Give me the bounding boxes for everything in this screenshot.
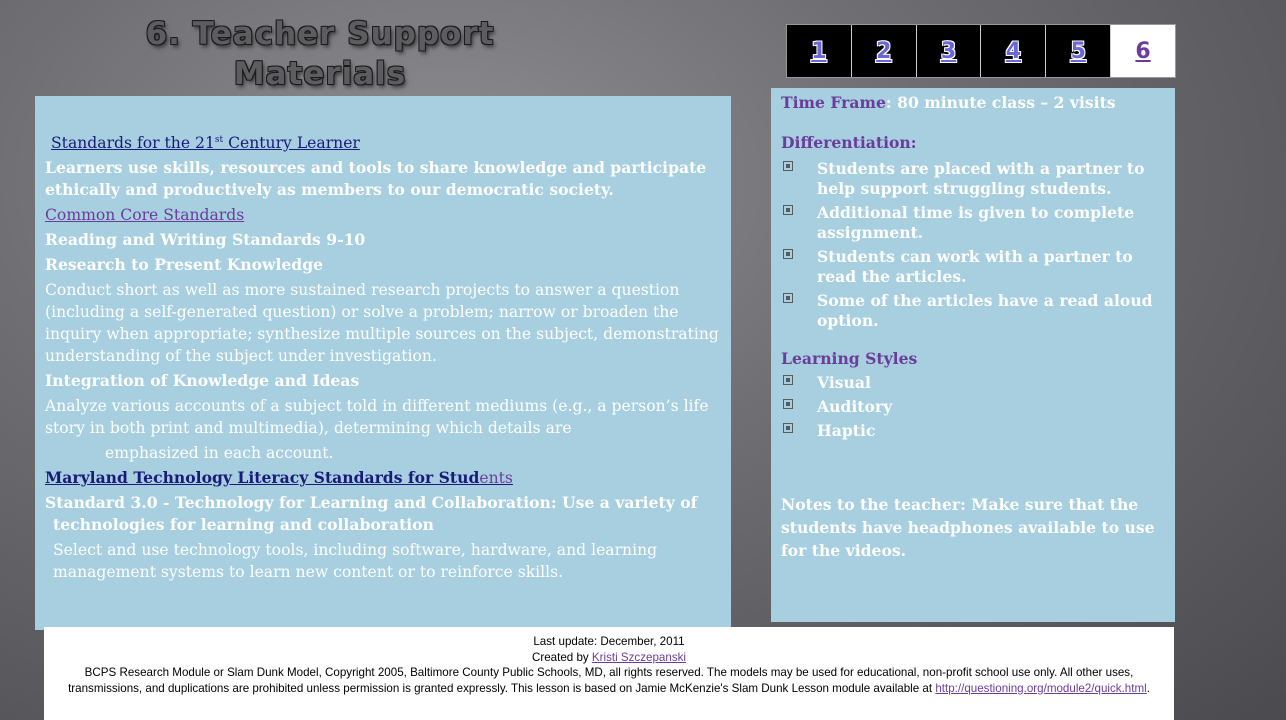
integration-text: Analyze various accounts of a subject told in different mediums (e.g., a person’s life story in both print and multimedia), determining which details are (45, 397, 709, 438)
author-link[interactable]: Kristi Szczepanski (591, 650, 686, 664)
list-item: Visual (781, 373, 1165, 393)
nav-link-5[interactable]: 5 (1046, 25, 1111, 77)
research-heading: Research to Present Knowledge (45, 255, 324, 275)
integration-text-continued: emphasized in each account. (105, 444, 334, 463)
standards-panel (35, 96, 731, 630)
research-text: Conduct short as well as more sustained research projects to answer a question (including a self-generated question) or solve a problem; narrow or broaden the inquiry when appropriate; synthesize multiple sources on the subject, demonstrating understanding of the subject under investigation. (45, 281, 719, 366)
copyright-text: BCPS Research Module or Slam Dunk Model, Copyright 2005, Baltimore County Public Schools, MD, all rights reserved. The models may be used for educational, non-profit school use only. All other uses, transmissions, and duplications are prohibited unless permission is granted expressly. This lesson is based on Jamie McKenzie's Slam Dunk Lesson module available at http://questioning.org/module2/quick.html. (68, 666, 1150, 695)
learning-styles-list (781, 373, 1165, 441)
maryland-standards-link[interactable]: Maryland Technology Literacy Standards for Students (45, 468, 513, 488)
common-core-link[interactable]: Common Core Standards (45, 206, 245, 225)
square-bullet-icon (783, 161, 793, 171)
standards-21c-line (45, 129, 719, 154)
select-tools-text: Select and use technology tools, including software, hardware, and learning management systems to learn new content or to reinforce skills. (53, 541, 658, 582)
time-frame-value: : 80 minute class – 2 visits (885, 93, 1116, 112)
list-item: Haptic (781, 421, 1165, 441)
list-item: Additional time is given to complete assignment. (781, 203, 1165, 243)
differentiation-list (781, 159, 1165, 331)
reading-writing-heading: Reading and Writing Standards 9-10 (45, 230, 366, 250)
standards-21c-link[interactable]: Standards for the 21st Century Learner (51, 134, 360, 153)
differentiation-heading: Differentiation: (781, 133, 917, 152)
teacher-notes: Notes to the teacher: Make sure that the students have headphones available to use for the videos. (781, 495, 1155, 560)
square-bullet-icon (783, 249, 793, 259)
time-frame-label: Time Frame (781, 93, 886, 112)
list-item: Students are placed with a partner to help support struggling students. (781, 159, 1165, 199)
footer (44, 627, 1174, 720)
square-bullet-icon (783, 293, 793, 303)
list-item: Some of the articles have a read aloud option. (781, 291, 1165, 331)
created-by: Created by Kristi Szczepanski (531, 650, 686, 664)
nav-link-4[interactable]: 4 (981, 25, 1046, 77)
questioning-link[interactable]: http://questioning.org/module2/quick.html (935, 681, 1147, 695)
page-title-line1: 6. Teacher Support (145, 16, 495, 52)
nav-link-6-current[interactable]: 6 (1111, 25, 1175, 77)
nav-link-2[interactable]: 2 (852, 25, 917, 77)
square-bullet-icon (783, 375, 793, 385)
time-frame (781, 93, 1165, 113)
planning-panel (771, 88, 1175, 622)
square-bullet-icon (783, 205, 793, 215)
list-item: Auditory (781, 397, 1165, 417)
nav-link-1[interactable]: 1 (787, 25, 852, 77)
integration-heading: Integration of Knowledge and Ideas (45, 371, 360, 391)
page-nav (786, 24, 1176, 78)
page-title (100, 14, 540, 94)
standard-3-heading: Standard 3.0 - Technology for Learning and Collaboration: Use a variety of technologies for learning and collaboration (45, 493, 698, 535)
square-bullet-icon (783, 399, 793, 409)
learners-text: Learners use skills, resources and tools to share knowledge and participate ethically and productively as members to our democratic society. (45, 158, 707, 200)
learning-styles-heading: Learning Styles (781, 349, 918, 368)
page-title-line2: Materials (233, 56, 407, 92)
last-update: Last update: December, 2011 (533, 635, 685, 648)
list-item: Students can work with a partner to read the articles. (781, 247, 1165, 287)
square-bullet-icon (783, 423, 793, 433)
nav-link-3[interactable]: 3 (917, 25, 982, 77)
